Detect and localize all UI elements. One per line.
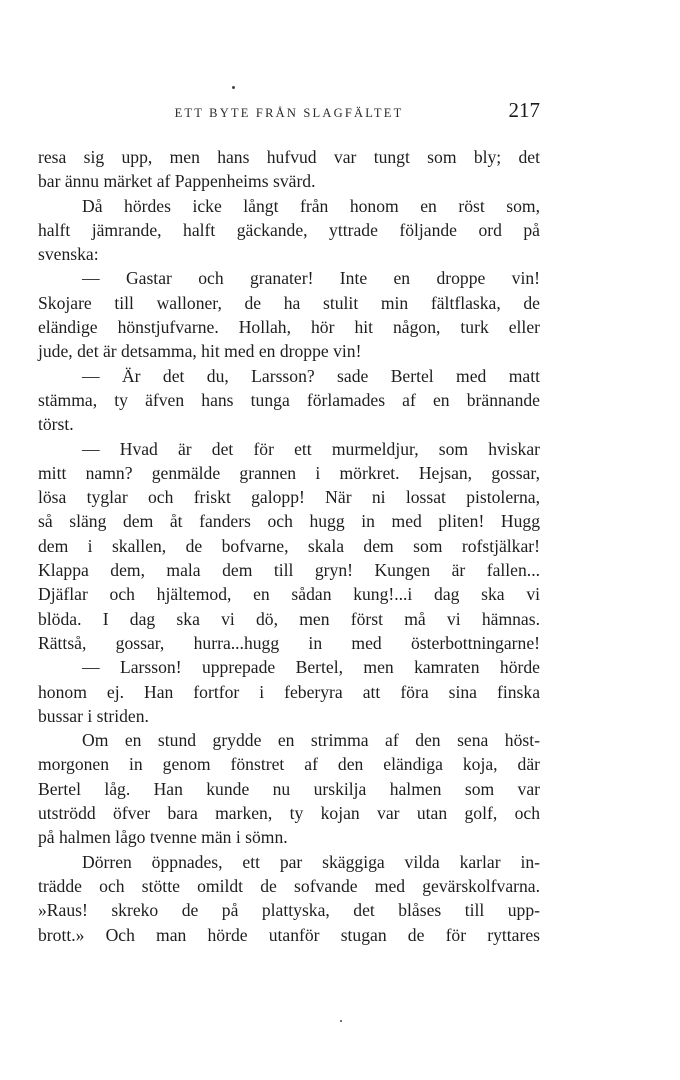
text-line: Klappa dem, mala dem till gryn! Kungen är fallen... [38,560,540,581]
text-line: bar ännu märket af Pappenheims svärd. [38,171,316,192]
page-number: 217 [508,98,540,122]
text-line: eländige hönstjufvarne. Hollah, hör hit någon, turk eller [38,317,540,338]
text-line: bussar i striden. [38,705,149,726]
text-line: — Larsson! upprepade Bertel, men kamraten hörde [82,657,540,678]
text-line: stämma, ty äfven hans tunga förlamades af en brännande [38,389,540,410]
text-line: — Är det du, Larsson? sade Bertel med matt [82,365,540,386]
text-line: jude, det är detsamma, hit med en droppe vin! [38,341,362,362]
text-line: på halmen lågo tvenne män i sömn. [38,827,288,848]
text-line: Bertel låg. Han kunde nu urskilja halmen som var [38,778,540,799]
text-line: honom ej. Han fortfor i feberyra att föra sina finska [38,681,540,702]
body-text [38,145,540,947]
text-line: trädde och stötte omildt de sofvande med gevärskolfvarna. [38,875,540,896]
text-line: halft jämrande, halft gäckande, yttrade följande ord på [38,219,540,240]
running-title: ETT BYTE FRÅN SLAGFÄLTET [174,106,404,120]
text-line: törst. [38,414,74,435]
page-header [38,96,540,126]
text-line: svenska: [38,244,99,265]
text-line: — Gastar och granater! Inte en droppe vin! [82,268,540,289]
text-line: blöda. I dag ska vi dö, men först må vi hämnas. [38,608,540,629]
text-line: Skojare till walloner, de ha stulit min fältflaska, de [38,292,540,313]
text-line: dem i skallen, de bofvarne, skala dem som rofstjälkar! [38,535,540,556]
ink-speck [340,1020,342,1022]
ink-speck [232,86,235,89]
text-line: Dörren öppnades, ett par skäggiga vilda karlar in- [82,851,540,872]
text-line: Om en stund grydde en strimma af den sena höst- [82,730,540,751]
text-line: — Hvad är det för ett murmeldjur, som hviskar [82,438,540,459]
text-line: mitt namn? genmälde grannen i mörkret. Hejsan, gossar, [38,462,540,483]
text-line: Då hördes icke långt från honom en röst som, [82,195,540,216]
text-line: lösa tyglar och friskt galopp! När ni lossat pistolerna, [38,487,540,508]
text-line: så släng dem åt fanders och hugg in med pliten! Hugg [38,511,540,532]
text-line: brott.» Och man hörde utanför stugan de för ryttares [38,924,540,945]
text-line: morgonen in genom fönstret af den eländiga koja, där [38,754,540,775]
text-line: utströdd öfver bara marken, ty kojan var utan golf, och [38,803,540,824]
text-line: Djäflar och hjältemod, en sådan kung!...i dag ska vi [38,584,540,605]
text-line: »Raus! skreko de på plattyska, det blåses till upp- [38,900,540,921]
text-line: Rättså, gossar, hurra...hugg in med österbottningarne! [38,632,540,653]
text-line: resa sig upp, men hans hufvud var tungt som bly; det [38,147,540,167]
